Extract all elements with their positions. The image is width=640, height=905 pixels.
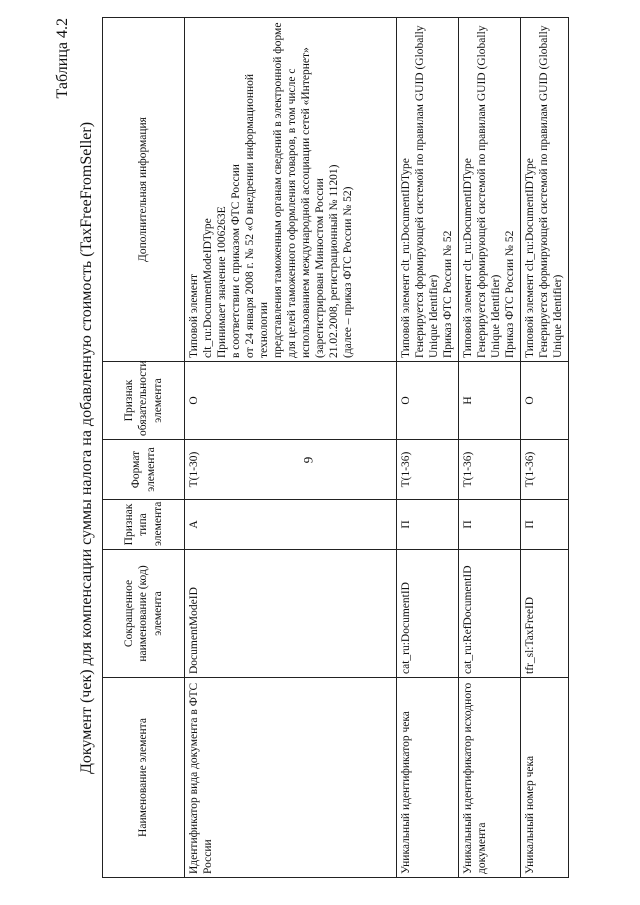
cell-code: cat_ru:DocumentID <box>397 550 459 678</box>
info-line: Приказ ФТС России № 52 <box>504 230 517 358</box>
elements-table <box>102 17 569 878</box>
info-line: представления таможенным органам сведений в электронной форме для целей таможенного оформления товаров, в том числе с использованием международной ассоциации сетей «Интернет» <box>272 22 313 358</box>
info-line: Типовой элемент clt_ru:DocumentIDType <box>462 158 474 358</box>
cell-name: Уникальный номер чека <box>521 678 569 878</box>
table-row <box>397 18 459 878</box>
cell-required: Н <box>459 362 521 440</box>
cell-required: О <box>185 362 397 440</box>
info-line: Приказ ФТС России № 52 <box>442 230 455 358</box>
cell-name: Уникальный идентификатор исходного документа <box>459 678 521 878</box>
info-line: (зарегистрирован Минюстом России <box>314 178 327 358</box>
table-row <box>521 18 569 878</box>
info-line: Типовой элемент clt_ru:DocumentIDType <box>524 158 536 358</box>
cell-required: О <box>521 362 569 440</box>
cell-format: T(1-36) <box>521 440 569 500</box>
info-line: Принимает значение 1006263Е <box>216 206 229 358</box>
header-name: Наименование элемента <box>103 678 185 878</box>
cell-info <box>185 18 397 362</box>
page-number: 9 <box>300 456 316 464</box>
header-type: Признак типа элемента <box>103 500 185 550</box>
info-line: Генерируется формирующей системой по правилам GUID (Globally Unique Identifier) <box>538 25 565 358</box>
table-header-row <box>103 18 185 878</box>
cell-type: П <box>521 500 569 550</box>
cell-info <box>459 18 521 362</box>
info-line: Генерируется формирующей системой по правилам GUID (Globally Unique Identifier) <box>476 25 503 358</box>
header-format: Формат элемента <box>103 440 185 500</box>
header-required: Признак обязательности элемента <box>103 362 185 440</box>
cell-code: cat_ru:RefDocumentID <box>459 550 521 678</box>
cell-info <box>397 18 459 362</box>
cell-code: tfr_sl:TaxFreeID <box>521 550 569 678</box>
cell-type: П <box>459 500 521 550</box>
info-line: в соответствии с приказом ФТС России <box>230 164 243 358</box>
cell-name: Идентификатор вида документа в ФТС России <box>185 678 397 878</box>
cell-format: T(1-30) <box>185 440 397 500</box>
cell-info <box>521 18 569 362</box>
header-code: Сокращенное наименование (код) элемента <box>103 550 185 678</box>
cell-code: DocumentModeID <box>185 550 397 678</box>
cell-format: T(1-36) <box>459 440 521 500</box>
info-line: Типовой элемент <box>188 273 200 358</box>
info-line: 21.02.2008, регистрационный № 11201) <box>328 164 341 358</box>
cell-type: П <box>397 500 459 550</box>
info-line: Типовой элемент clt_ru:DocumentIDType <box>400 158 412 358</box>
document-title: Документ (чек) для компенсации суммы налога на добавленную стоимость (TaxFreeFromSeller) <box>78 121 95 775</box>
info-line: (далее – приказ ФТС России № 52) <box>342 186 355 358</box>
rotated-content <box>54 18 614 878</box>
header-info: Дополнительная информация <box>103 18 185 362</box>
table-label: Таблица 4.2 <box>54 18 71 99</box>
cell-format: T(1-36) <box>397 440 459 500</box>
cell-required: О <box>397 362 459 440</box>
table-row <box>459 18 521 878</box>
info-line: clt_ru:DocumentModeIDType <box>202 218 215 358</box>
cell-type: А <box>185 500 397 550</box>
info-line: Генерируется формирующей системой по правилам GUID (Globally Unique Identifier) <box>414 25 441 358</box>
info-line: от 24 января 2008 г. № 52 «О внедрении информационной технологии <box>244 73 271 358</box>
table-row <box>185 18 397 878</box>
cell-name: Уникальный идентификатор чека <box>397 678 459 878</box>
